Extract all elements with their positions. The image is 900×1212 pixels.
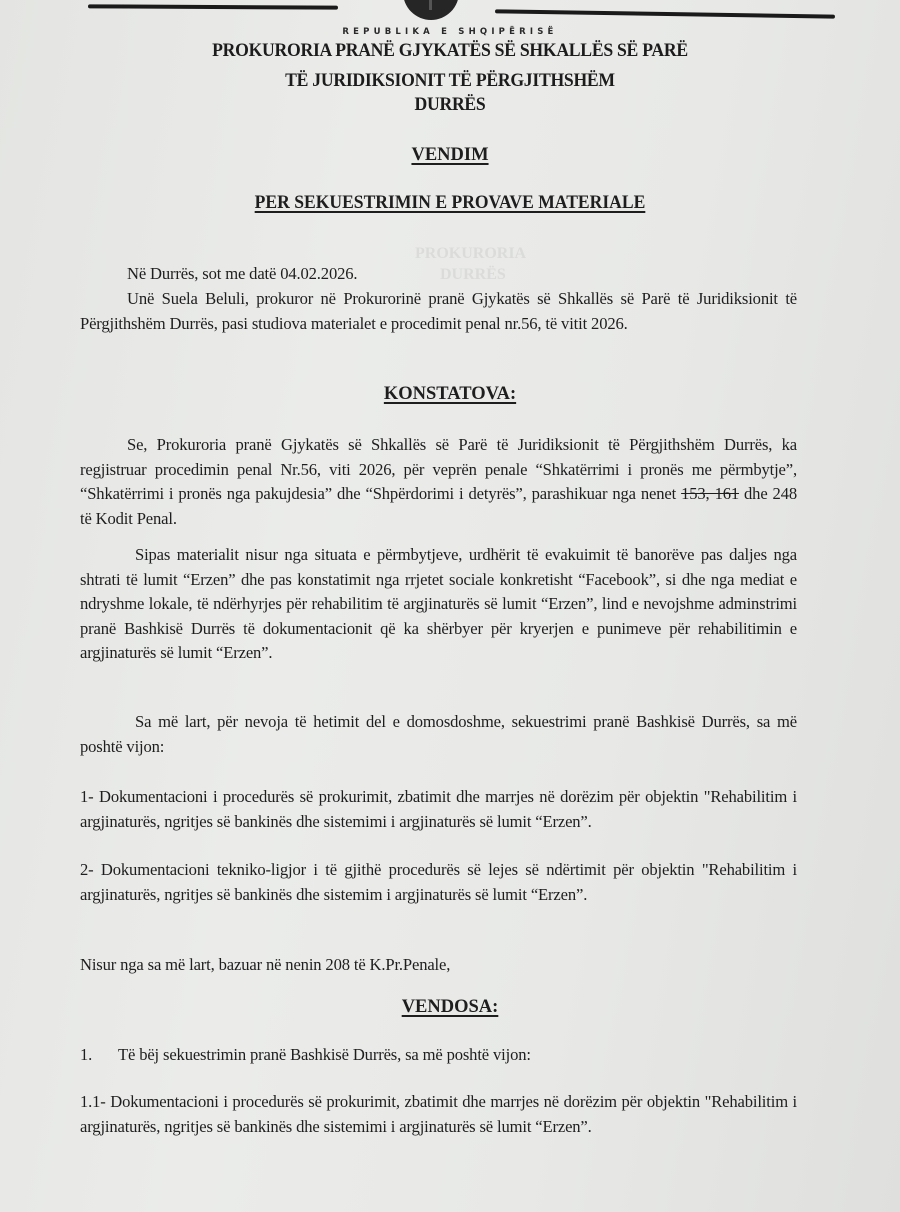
section-vendosa-heading: VENDOSA: <box>401 997 499 1017</box>
place-date: Në Durrës, sot me datë 04.02.2026. <box>127 264 358 283</box>
decision-1-text: Të bëj sekuestrimin pranë Bashkisë Durrës, sa më poshtë vijon: <box>118 1045 531 1064</box>
country-name: REPUBLIKA E SHQIPËRISË <box>342 27 558 37</box>
institution-city: DURRËS <box>414 94 486 115</box>
bleed-through-text: PROKURORIA <box>415 245 527 262</box>
document-subject-title: PER SEKUESTRIMIN E PROVAVE MATERIALE <box>254 193 646 213</box>
legal-basis: Nisur nga sa më lart, bazuar në nenin 208 të K.Pr.Penale, <box>80 955 451 974</box>
document-type-title: VENDIM <box>411 145 489 165</box>
findings-paragraph-2: Sipas materialit nisur nga situata e përmbytjeve, urdhërit të evakuimit të banorëve pas daljes nga shtrati të lumit “Erzen” dhe pas konstatimit nga rrjetet sociale konkretisht “Facebook”, si dhe nga mediat e ndryshme lokale, të ndërhyrjes për rehabilitim të argjinaturës së lumit “Erzen”, lind e nevojshme adminstrimi pranë Bashkisë Durrës të dokumentacionit që ka shërbyer për kryerjen e punimeve për rehabilitimin e argjinaturës së lumit “Erzen”. <box>80 545 797 662</box>
decision-1 <box>80 1043 797 1068</box>
header-rule-left <box>88 4 338 9</box>
findings-paragraph-1 <box>80 433 797 531</box>
institution-name-line1: PROKURORIA PRANË GJYKATËS SË SHKALLËS SË PARË <box>212 40 688 61</box>
coat-of-arms-icon <box>403 0 459 20</box>
bleed-through-text: DURRËS <box>440 266 506 283</box>
seizure-item-1: 1- Dokumentacioni i procedurës së prokurimit, zbatimit dhe marrjes në dorëzim për objektin "Rehabilitim i argjinaturës, ngritjes së bankinës dhe sistemimi i argjinaturës së lumit “Erzen”. <box>80 787 797 831</box>
decision-number: 1. <box>80 1045 93 1064</box>
findings-text-end: dhe 248 të Kodit Penal. <box>80 484 797 528</box>
seizure-item-2: 2- Dokumentacioni tekniko-ligjor i të gjithë procedurës së lejes së ndërtimit për objektin "Rehabilitim i argjinaturës, ngritjes së bankinës dhe sistemim i argjinaturës së lumit “Erzen”. <box>80 860 797 904</box>
institution-name-line2: TË JURIDIKSIONIT TË PËRGJITHSHËM <box>285 70 615 91</box>
findings-paragraph-3: Sa më lart, për nevoja të hetimit del e domosdoshme, sekuestrimi pranë Bashkisë Durrës, sa më poshtë vijon: <box>80 712 797 756</box>
intro-paragraph: Unë Suela Beluli, prokuror në Prokurorinë pranë Gjykatës së Shkallës së Parë të Juridiksionit të Përgjithshëm Durrës, pasi studiova materialet e procedimit penal nr.56, të vitit 2026. <box>80 289 797 333</box>
findings-text: Se, Prokuroria pranë Gjykatës së Shkallës së Parë të Juridiksionit të Përgjithshëm Durrës, ka regjistruar procedimin penal Nr.56, viti 2026, për veprën penale “Shkatërrimi i pronës me përmbytje”, “Shkatërrimi i pronës nga pakujdesia” dhe “Shpërdorimi i detyrës”, parashikuar nga nenet <box>80 435 797 503</box>
section-konstatova-heading: KONSTATOVA: <box>383 384 517 404</box>
header-rule-right <box>495 9 835 18</box>
struck-article-numbers: 153, 161 <box>681 484 740 503</box>
decision-1-1: 1.1- Dokumentacioni i procedurës së prokurimit, zbatimit dhe marrjes në dorëzim për objektin "Rehabilitim i argjinaturës, ngritjes së bankinës dhe sistemimi i argjinaturës së lumit “Erzen”. <box>80 1092 797 1136</box>
